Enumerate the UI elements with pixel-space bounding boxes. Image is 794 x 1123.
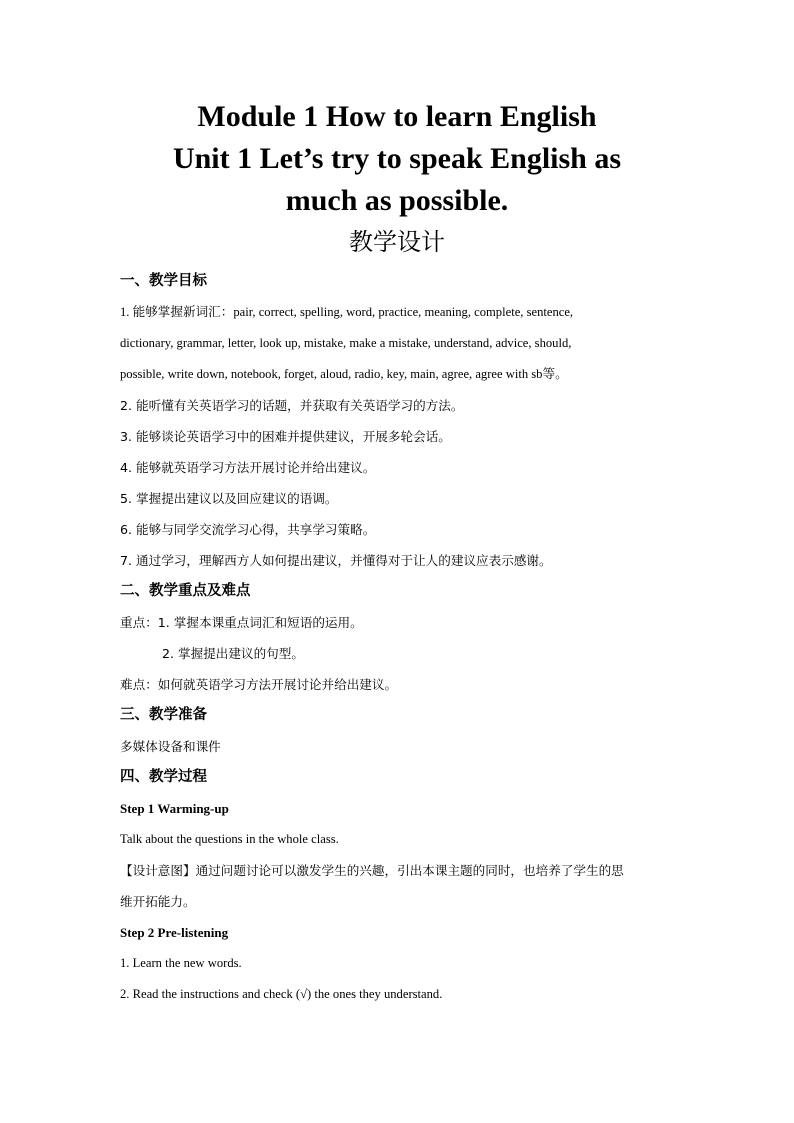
section-heading-process: 四、教学过程 xyxy=(120,769,207,785)
design-intent-line-1: 【设计意图】通过问题讨论可以激发学生的兴趣，引出本课主题的同时，也培养了学生的思 xyxy=(120,863,624,878)
step-2-item-2: 2. Read the instructions and check (√) the ones they understand. xyxy=(120,987,443,1001)
key-point-1: 重点：1. 掌握本课重点词汇和短语的运用。 xyxy=(120,615,363,630)
objective-5: 5. 掌握提出建议以及回应建议的语调。 xyxy=(120,491,338,506)
module-title: Module 1 How to learn English xyxy=(197,100,597,133)
document-subtitle: 教学设计 xyxy=(349,228,445,256)
section-heading-key-points: 二、教学重点及难点 xyxy=(120,583,251,599)
step-2-item-1: 1. Learn the new words. xyxy=(120,956,242,970)
section-heading-objectives: 一、教学目标 xyxy=(120,273,207,289)
objective-2: 2. 能听懂有关英语学习的话题，并获取有关英语学习的方法。 xyxy=(120,398,464,413)
preparation-text: 多媒体设备和课件 xyxy=(120,739,221,754)
unit-title-continued: much as possible. xyxy=(285,184,509,217)
unit-title: Unit 1 Let’s try to speak English as xyxy=(172,142,622,175)
step-1-heading: Step 1 Warming-up xyxy=(120,801,229,816)
step-2-heading: Step 2 Pre-listening xyxy=(120,925,229,940)
objective-1-line-2: dictionary, grammar, letter, look up, mistake, make a mistake, understand, advice, should, xyxy=(120,336,572,350)
objective-1-line-3: possible, write down, notebook, forget, aloud, radio, key, main, agree, agree with sb等。 xyxy=(120,367,568,381)
objective-7: 7. 通过学习，理解西方人如何提出建议，并懂得对于让人的建议应表示感谢。 xyxy=(120,553,552,568)
design-intent-line-2: 维开拓能力。 xyxy=(120,894,196,909)
objective-1-line-1: 1. 能够掌握新词汇：pair, correct, spelling, word, practice, meaning, complete, sentence, xyxy=(120,305,574,319)
title-block xyxy=(0,96,794,260)
step-1-text: Talk about the questions in the whole class. xyxy=(120,832,339,846)
document-body xyxy=(120,266,690,1010)
objective-3: 3. 能够谈论英语学习中的困难并提供建议，开展多轮会话。 xyxy=(120,429,451,444)
difficulty-point: 难点：如何就英语学习方法开展讨论并给出建议。 xyxy=(120,677,398,692)
section-heading-preparation: 三、教学准备 xyxy=(120,707,207,723)
objective-4: 4. 能够就英语学习方法开展讨论并给出建议。 xyxy=(120,460,376,475)
objective-6: 6. 能够与同学交流学习心得，共享学习策略。 xyxy=(120,522,376,537)
key-point-2: 2. 掌握提出建议的句型。 xyxy=(162,646,304,661)
